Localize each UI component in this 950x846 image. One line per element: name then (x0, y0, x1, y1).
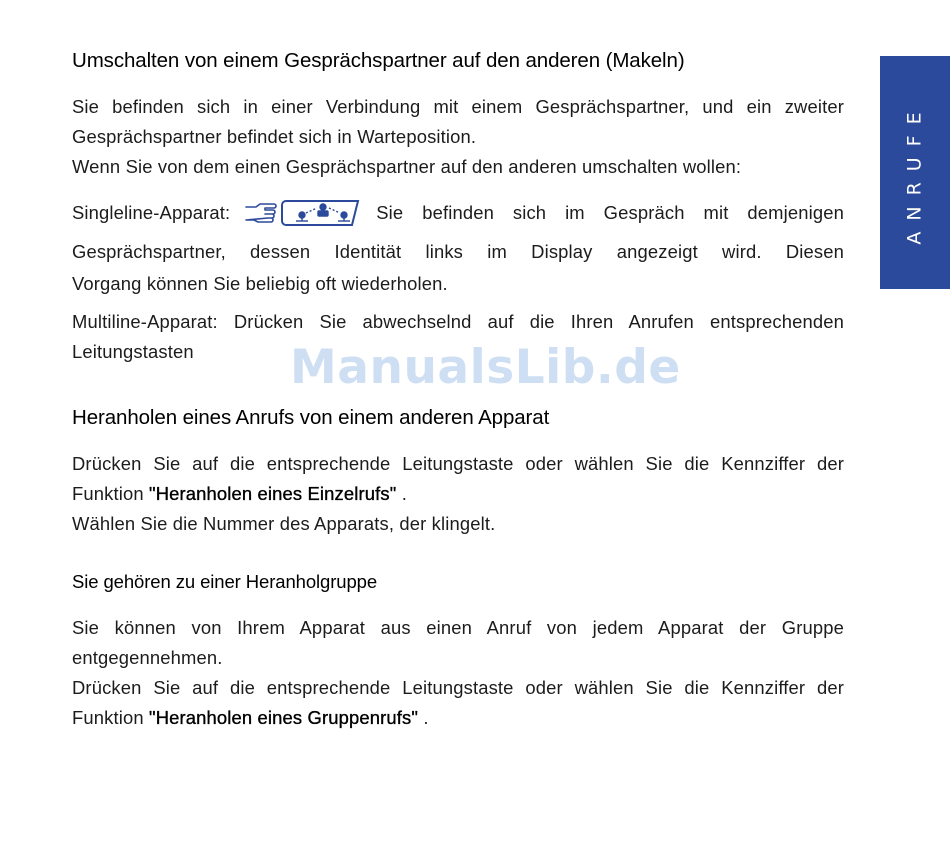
subsection-heading-heranholgruppe: Sie gehören zu einer Heranholgruppe (72, 571, 378, 592)
text-line: Gesprächspartner, dessen Identität links im Display angezeigt wird. Diesen (72, 241, 844, 262)
paragraph-heranholen (72, 449, 844, 539)
singleline-text: Sie befinden sich im Gespräch mit demjenigen (376, 202, 844, 223)
section-side-tab (880, 56, 950, 289)
text-line: Drücken Sie auf die entsprechende Leitungstaste oder wählen Sie die Kennziffer der (72, 453, 844, 474)
text-line: Wählen Sie die Nummer des Apparats, der klingelt. (72, 513, 496, 534)
function-name-gruppenruf: "Heranholen eines Gruppenrufs" (149, 707, 419, 728)
paragraph-singleline (72, 197, 844, 300)
side-tab-label: ANRUFE (904, 100, 927, 245)
text-line: Sie befinden sich in einer Verbindung mit einem Gesprächspartner, und ein zweiter (72, 96, 844, 117)
text-line: Wenn Sie von dem einen Gesprächspartner auf den anderen umschalten wollen: (72, 156, 742, 177)
function-name-einzelruf: "Heranholen eines Einzelrufs" (149, 483, 397, 504)
text-line: entgegennehmen. (72, 647, 223, 668)
singleline-first-line (72, 197, 844, 236)
text-fragment: . (401, 483, 407, 504)
text-line: Drücken Sie auf die entsprechende Leitungstaste oder wählen Sie die Kennziffer der (72, 677, 844, 698)
watermark: ManualsLib.de (290, 340, 681, 395)
text-fragment: Funktion (72, 483, 144, 504)
text-line: Sie können von Ihrem Apparat aus einen Anruf von jedem Apparat der Gruppe (72, 617, 844, 638)
text-line: Multiline-Apparat: Drücken Sie abwechselnd auf die Ihren Anrufen entsprechenden (72, 311, 844, 332)
text-line: Vorgang können Sie beliebig oft wiederholen. (72, 273, 448, 294)
section-heading-heranholen: Heranholen eines Anrufs von einem anderen Apparat (72, 406, 550, 429)
text-line: Gesprächspartner befindet sich in Warteposition. (72, 126, 477, 147)
text-line: Leitungstasten (72, 341, 194, 362)
function-line (72, 479, 844, 509)
paragraph-heranholgruppe (72, 613, 844, 733)
text-fragment: . (423, 707, 429, 728)
paragraph-makeln-intro (72, 92, 844, 182)
singleline-label: Singleline-Apparat: (72, 202, 231, 223)
function-line (72, 703, 844, 733)
text-fragment: Funktion (72, 707, 144, 728)
press-toggle-key-icon (244, 198, 362, 236)
section-heading-makeln: Umschalten von einem Gesprächspartner auf den anderen (Makeln) (72, 49, 685, 72)
paragraph-multiline (72, 307, 844, 367)
